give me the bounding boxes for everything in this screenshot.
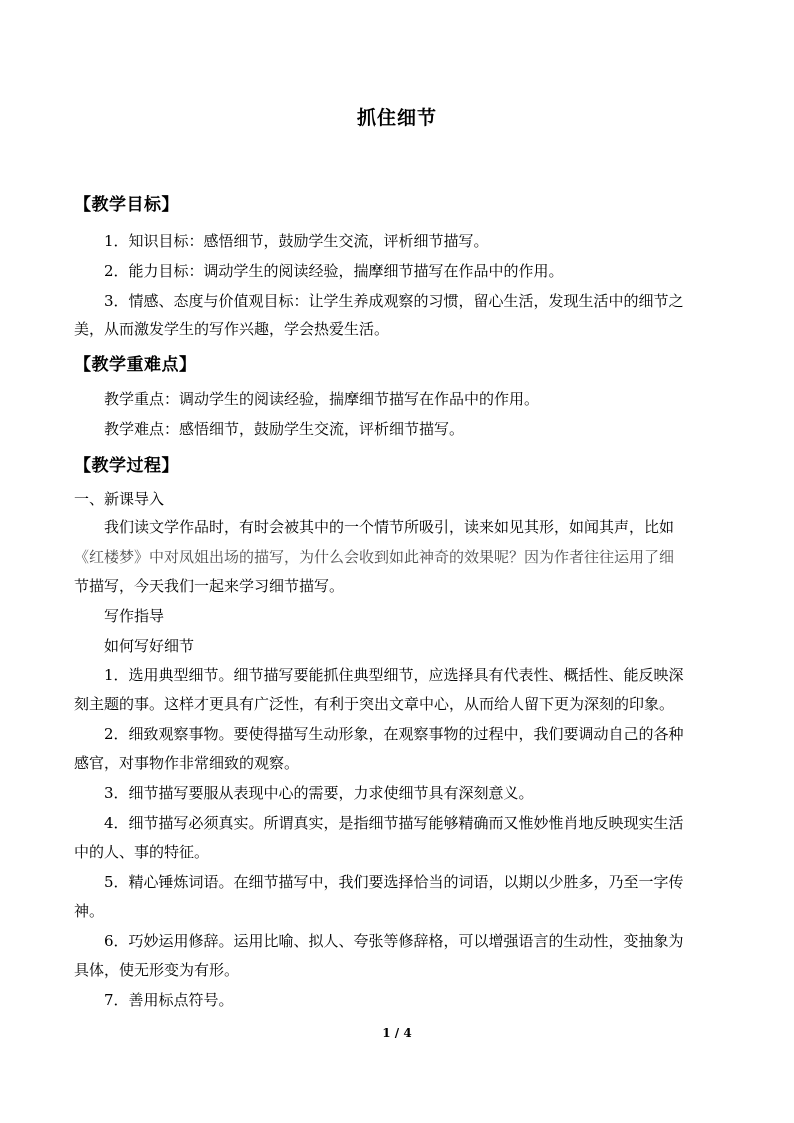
tip-6-line-1: 6．巧妙运用修辞。运用比喻、拟人、夸张等修辞格，可以增强语言的生动性，变抽象为 xyxy=(104,932,684,950)
objective-item-3-line-2: 美，从而激发学生的写作兴趣，学会热爱生活。 xyxy=(74,320,390,338)
intro-line-2: 《红楼梦》中对凤姐出场的描写，为什么会收到如此神奇的效果呢？因为作者往往运用了细 xyxy=(74,548,675,566)
objective-item-2: 2．能力目标：调动学生的阅读经验，揣摩细节描写在作品中的作用。 xyxy=(104,262,564,280)
teaching-focus: 教学重点：调动学生的阅读经验，揣摩细节描写在作品中的作用。 xyxy=(104,390,540,408)
tip-2-line-2: 感官，对事物作非常细致的观察。 xyxy=(74,754,300,772)
tip-1-line-2: 刻主题的事。这样才更具有广泛性，有利于突出文章中心，从而给人留下更为深刻的印象。 xyxy=(74,695,675,713)
tip-5-line-2: 神。 xyxy=(74,902,105,920)
intro-line-3: 节描写，今天我们一起来学习细节描写。 xyxy=(74,577,345,595)
how-title: 如何写好细节 xyxy=(104,637,195,655)
page-number: 1 / 4 xyxy=(382,1026,412,1040)
page-title: 抓住细节 xyxy=(356,107,437,129)
tip-5-line-1: 5．精心锤炼词语。在细节描写中，我们要选择恰当的词语，以期以少胜多，乃至一字传 xyxy=(104,873,684,891)
tip-1-line-1: 1．选用典型细节。细节描写要能抓住典型细节，应选择具有代表性、概括性、能反映深 xyxy=(104,666,684,684)
tip-3: 3．细节描写要服从表现中心的需要，力求使细节具有深刻意义。 xyxy=(104,784,534,802)
section-heading-process: 【教学过程】 xyxy=(74,456,179,476)
tip-6-line-2: 具体，使无形变为有形。 xyxy=(74,961,240,979)
teaching-difficulty: 教学难点：感悟细节，鼓励学生交流，评析细节描写。 xyxy=(104,420,465,438)
intro-line-1: 我们读文学作品时，有时会被其中的一个情节所吸引，读来如见其形，如闻其声，比如 xyxy=(104,518,675,536)
tip-7: 7．善用标点符号。 xyxy=(104,991,234,1009)
section-heading-key-points: 【教学重难点】 xyxy=(74,355,197,375)
tip-2-line-1: 2．细致观察事物。要使得描写生动形象，在观察事物的过程中，我们要调动自己的各种 xyxy=(104,725,684,743)
tip-4-line-1: 4．细节描写必须真实。所谓真实，是指细节描写能够精确而又惟妙惟肖地反映现实生活 xyxy=(104,814,684,832)
part-1-title: 一、新课导入 xyxy=(74,490,165,508)
section-heading-objectives: 【教学目标】 xyxy=(74,195,179,215)
tip-4-line-2: 中的人、事的特征。 xyxy=(74,843,210,861)
objective-item-3-line-1: 3．情感、态度与价值观目标：让学生养成观察的习惯，留心生活，发现生活中的细节之 xyxy=(104,292,684,310)
objective-item-1: 1．知识目标：感悟细节，鼓励学生交流，评析细节描写。 xyxy=(104,232,489,250)
guide-title: 写作指导 xyxy=(104,607,165,625)
